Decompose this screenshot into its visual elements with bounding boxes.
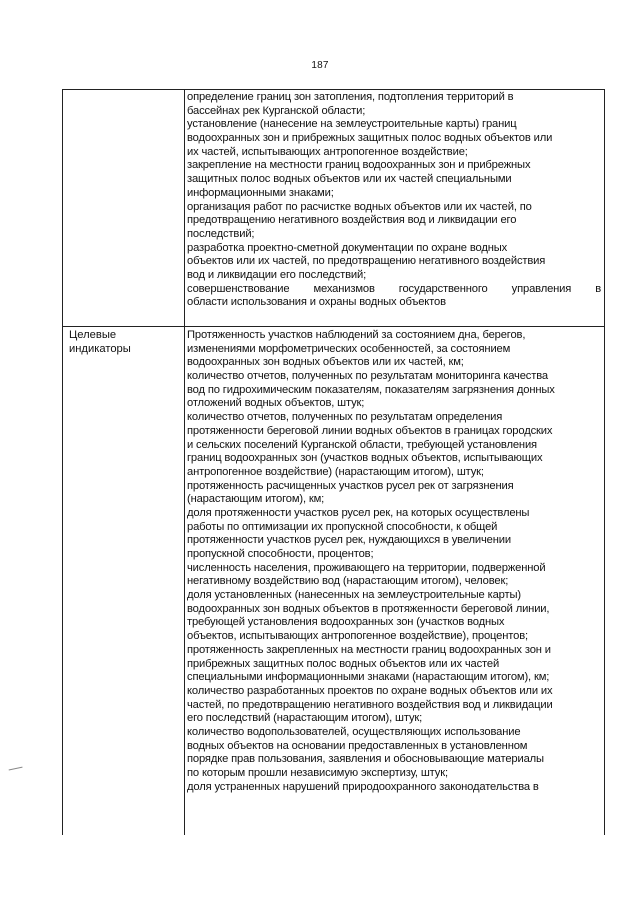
- text-line: прибрежных защитных полос водных объектов или их частей: [187, 657, 500, 670]
- text-line: водоохранных зон и прибрежных защитных полос водных объектов или: [187, 132, 553, 145]
- text-line: водных объектов на основании предоставленных в установленном: [187, 739, 528, 752]
- text-line: по которым прошли независимую экспертизу, штук;: [187, 767, 448, 779]
- row-divider: [63, 326, 604, 327]
- scan-mark: [9, 767, 24, 775]
- text-line: доля устраненных нарушений природоохранного законодательства в: [187, 780, 539, 793]
- text-line: Протяженность участков наблюдений за состоянием дна, берегов,: [187, 329, 526, 341]
- text-line: работы по оптимизации их пропускной способности, к общей: [187, 520, 498, 533]
- text-line: объектов, испытывающих антропогенное воздействие), процентов;: [187, 630, 528, 643]
- text-line: вод и ликвидации его последствий;: [187, 268, 367, 281]
- text-line: предотвращению негативного воздействия вод и ликвидации его: [187, 214, 517, 227]
- text-line: и сельских поселений Курганской области, требующей установления: [187, 438, 537, 451]
- text-line: установление (нанесение на землеустроительные карты) границ: [187, 118, 517, 131]
- text-line: определение границ зон затопления, подтопления территорий в: [187, 91, 514, 103]
- text-line: их частей, испытывающих антропогенное воздействие;: [187, 145, 468, 158]
- row-label-line: Целевые: [69, 329, 117, 341]
- text-line: вод по гидрохимическим показателям, показателям загрязнения донных: [187, 383, 555, 396]
- text-line: изменениями морфометрических особенностей, за состоянием: [187, 342, 511, 355]
- table-cell-target-indicators-label: [69, 329, 181, 356]
- page-number: 187: [311, 60, 329, 71]
- text-line: совершенствование механизмов государственного управления в: [187, 282, 601, 295]
- text-line: протяженности береговой линии водных объектов в границах городских: [187, 424, 553, 437]
- row-label-line: индикаторы: [69, 342, 131, 355]
- text-line: границ водоохранных зон (участков водных объектов, испытывающих: [187, 452, 543, 465]
- text-line: негативному воздействию вод (нарастающим итогом), человек;: [187, 575, 509, 588]
- text-line: протяженность расчищенных участков русел рек от загрязнения: [187, 479, 514, 492]
- program-passport-table: [62, 89, 605, 835]
- text-line: численность населения, проживающего на территории, подверженной: [187, 561, 546, 574]
- text-line: частей, по предотвращению негативного воздействия вод и ликвидации: [187, 698, 553, 711]
- text-line: протяженность закрепленных на местности границ водоохранных зон и: [187, 643, 551, 656]
- text-line: порядке прав пользования, заявления и обосновывающие материалы: [187, 753, 544, 766]
- text-line: количество отчетов, полученных по результатам определения: [187, 411, 503, 424]
- text-line: антропогенное воздействие) (нарастающим итогом), штук;: [187, 465, 484, 478]
- text-line: водоохранных зон водных объектов или их частей, км;: [187, 356, 464, 369]
- text-line: количество разработанных проектов по охране водных объектов или их: [187, 684, 553, 697]
- table-cell-objectives-continued: [187, 91, 601, 310]
- text-line: доля протяженности участков русел рек, на которых осуществлены: [187, 506, 530, 519]
- text-line: бассейнах рек Курганской области;: [187, 104, 366, 117]
- text-line: информационными знаками;: [187, 186, 334, 199]
- table-cell-target-indicators: [187, 329, 601, 794]
- text-line: защитных полос водных объектов или их частей специальными: [187, 173, 512, 186]
- text-line: отложений водных объектов, штук;: [187, 397, 365, 410]
- text-line: доля установленных (нанесенных на землеустроительные карты): [187, 589, 521, 602]
- text-line: области использования и охраны водных объектов: [187, 296, 446, 309]
- text-line: закрепление на местности границ водоохранных зон и прибрежных: [187, 159, 531, 172]
- text-line: количество водопользователей, осуществляющих использование: [187, 725, 521, 738]
- text-line: его последствий (нарастающим итогом), штук;: [187, 712, 423, 725]
- text-line: (нарастающим итогом), км;: [187, 493, 325, 506]
- column-divider: [184, 90, 185, 835]
- text-line: водоохранных зон водных объектов в протяженности береговой линии,: [187, 602, 550, 615]
- text-line: организация работ по расчистке водных объектов или их частей, по: [187, 200, 532, 213]
- text-line: количество отчетов, полученных по результатам мониторинга качества: [187, 370, 548, 383]
- text-line: протяженности участков русел рек, нуждающихся в увеличении: [187, 534, 511, 547]
- text-line: объектов или их частей, по предотвращению негативного воздействия: [187, 255, 546, 268]
- text-line: пропускной способности, процентов;: [187, 548, 374, 560]
- text-line: требующей установления водоохранных зон (участков водных: [187, 616, 505, 629]
- text-line: разработка проектно-сметной документации по охране водных: [187, 241, 508, 254]
- text-line: специальными информационными знаками (нарастающим итогом), км;: [187, 671, 550, 684]
- text-line: последствий;: [187, 227, 255, 240]
